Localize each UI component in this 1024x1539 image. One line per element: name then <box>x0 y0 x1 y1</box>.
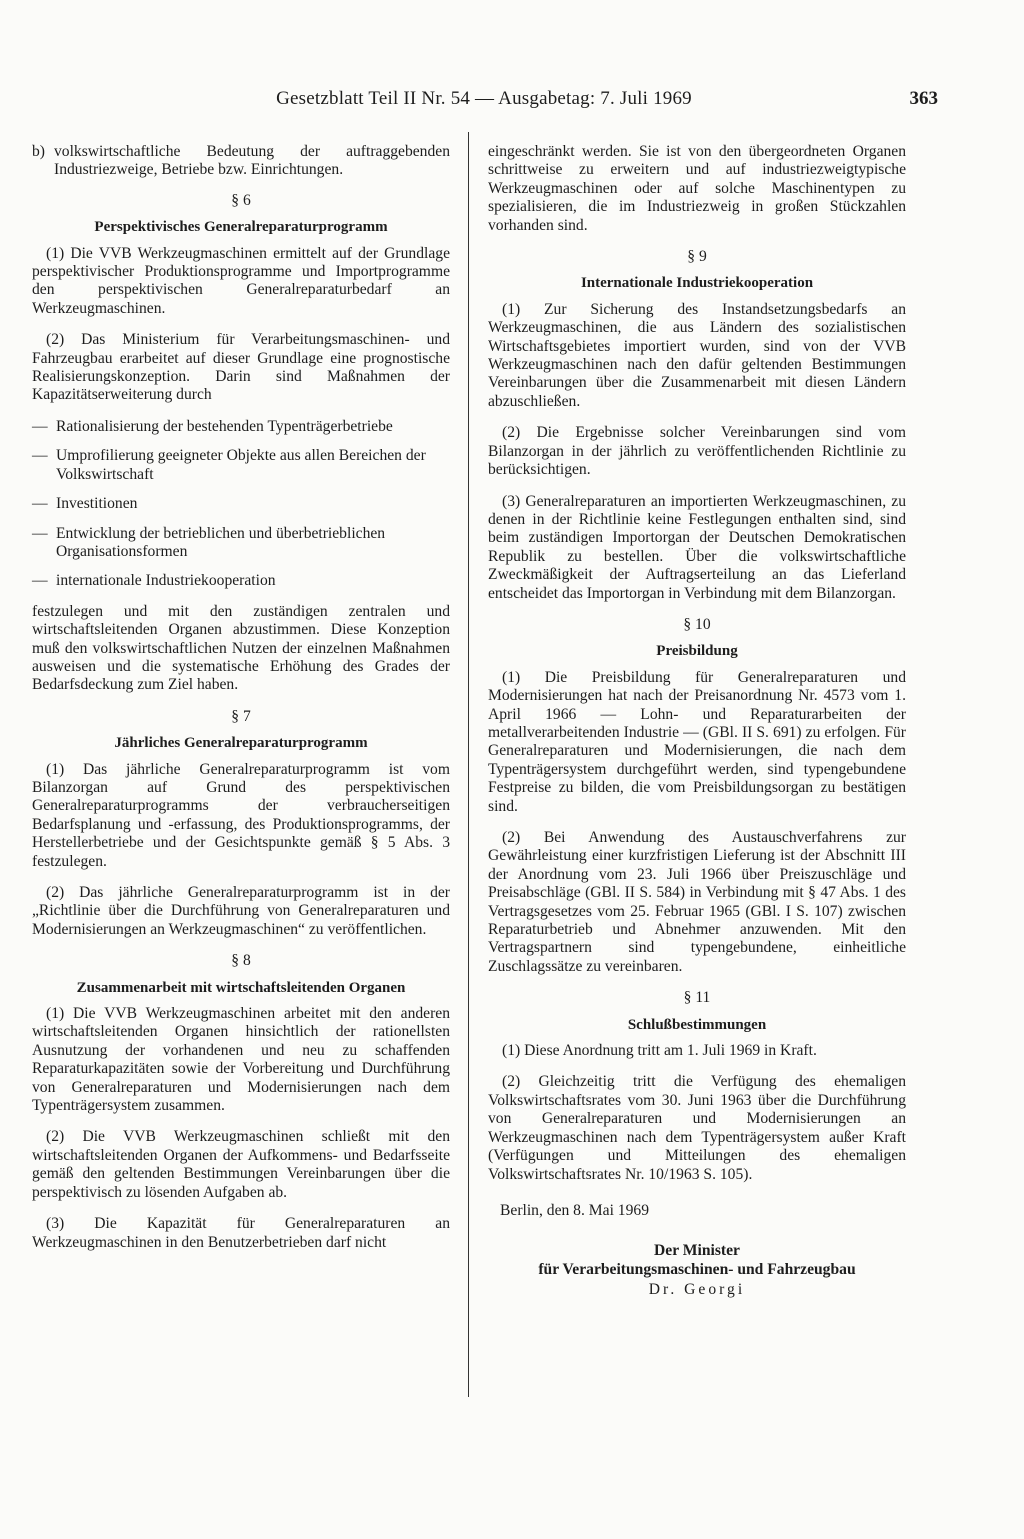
item-b-marker: b) <box>32 143 45 160</box>
section-6-heading <box>32 192 450 237</box>
section-number: § 6 <box>231 191 251 209</box>
left-column <box>32 143 450 1265</box>
item-b-text: volkswirtschaftliche Bedeutung der auftraggebenden Industriezweige, Betriebe bzw. Einrichtungen. <box>54 143 450 179</box>
right-column <box>488 143 906 1300</box>
place-date: Berlin, den 8. Mai 1969 <box>500 1201 649 1219</box>
section-title: Preisbildung <box>656 643 738 660</box>
dash-bullet: — <box>32 572 48 590</box>
list-item <box>32 525 450 562</box>
list-item-text: Investitionen <box>56 495 138 513</box>
section-title: Jährliches Generalreparaturprogramm <box>114 735 368 752</box>
section-7-heading <box>32 708 450 753</box>
list-item-text: Rationalisierung der bestehenden Typenträgerbetriebe <box>56 417 393 435</box>
list-item <box>32 495 450 513</box>
paragraph: (2) Die Ergebnisse solcher Vereinbarungen sind vom Bilanzorgan in der jährlich zu veröffentlichenden Richtlinie zu berücksichtigen. <box>488 424 906 479</box>
section-number: § 8 <box>231 952 251 970</box>
section-11-heading <box>488 989 906 1034</box>
list-item <box>32 572 450 590</box>
paragraph: (1) Das jährliche Generalreparaturprogramm ist vom Bilanzorgan auf Grund des perspektivischen Generalreparaturprogramms der verbraucherseitigen Bedarfsplanung und -erfassung, des Produktionsprogramms, der Herstellerbetriebe und der Gesichtspunkte gemäß § 5 Abs. 3 festzulegen. <box>32 760 450 870</box>
section-number: § 10 <box>683 615 711 633</box>
list-item-text: Entwicklung der betrieblichen und überbetrieblichen Organisationsformen <box>56 524 386 560</box>
signature-block <box>488 1242 906 1299</box>
section-title: Zusammenarbeit mit wirtschaftsleitenden Organen <box>76 979 406 996</box>
section-title: Perspektivisches Generalreparaturprogramm <box>94 219 388 236</box>
signature-name: Dr. Georgi <box>648 1281 746 1299</box>
paragraph: (1) Die VVB Werkzeugmaschinen arbeitet mit den anderen wirtschaftsleitenden Organen hinsichtlich der rationellsten Ausnutzung der vorhandenen und neu zu schaffenden Reparaturkapazitäten sowie der Vorbereitung und Durchführung von Generalreparaturen und Modernisierungen nach dem Typenträgersystem zusammen. <box>32 1005 450 1115</box>
column-divider <box>468 132 469 1397</box>
paragraph: eingeschränkt werden. Sie ist von den übergeordneten Organen schrittweise zu erweitern und auf industriezweigtypische Werkzeugmaschinen oder auf solche Maschinentypen zu spezialisieren, die im Industriezweig in großen Stückzahlen vorhanden sind. <box>488 143 906 234</box>
paragraph: (2) Das jährliche Generalreparaturprogramm ist in der „Richtlinie über die Durchführung von Generalreparaturen und Modernisierungen an Werkzeugmaschinen“ zu veröffentlichen. <box>32 884 450 938</box>
page-header <box>30 88 938 116</box>
section-number: § 11 <box>683 989 711 1007</box>
paragraph: (1) Die Preisbildung für Generalreparaturen und Modernisierungen hat nach der Preisanordnung Nr. 4573 vom 1. April 1966 — Lohn- und Reparaturarbeiten der metallverarbeitenden Industrie — (GBl. II S. 691) zu erfolgen. Für Generalreparaturen und Modernisierungen, die nach dem Typenträgersystem durchgeführt werden, sind typengebundene Festpreise zu bilden, die vom Preisbildungsorgan zu bestätigen sind. <box>488 668 906 815</box>
list-item <box>32 447 450 484</box>
paragraph: (2) Bei Anwendung des Austauschverfahrens zur Gewährleistung einer kurzfristigen Lieferung ist der Abschnitt III der Anordnung vom 23. Juli 1966 über Preiszuschläge und Preisabschläge (GBl. II S. 584) in Verbindung mit § 47 Abs. 1 des Vertragsgesetzes vom 25. Februar 1965 (GBl. I S. 107) zwischen Reparaturbetrieb und Abnehmer anzuwenden. Mit den Vertragspartnern sind typengebundene, einheitliche Zuschlagssätze zu vereinbaren. <box>488 829 906 975</box>
dash-bullet: — <box>32 524 48 542</box>
section-title: Schlußbestimmungen <box>627 1016 767 1033</box>
signature-title: Der Minister <box>654 1242 740 1260</box>
dash-bullet: — <box>32 417 48 435</box>
paragraph: (3) Generalreparaturen an importierten Werkzeugmaschinen, zu denen in der Richtlinie keine Festlegungen enthalten sind, sind beim zuständigen Importorgan der Deutschen Demokratischen Republik zu bestellen. Über die volkswirtschaftliche Zweckmäßigkeit der Auftragserteilung an das Lieferland entscheidet das Importorgan in Verbindung mit dem Bilanzorgan. <box>488 492 906 602</box>
paragraph: festzulegen und mit den zuständigen zentralen und wirtschaftsleitenden Organen abzustimmen. Diese Konzeption muß den volkswirtschaftlichen Nutzen der einzelnen Maßnahmen ausweisen und die systematische Erhöhung des Grades der Bedarfsdeckung zum Ziel haben. <box>32 602 450 694</box>
list-item <box>32 418 450 436</box>
paragraph: (1) Zur Sicherung des Instandsetzungsbedarfs an Werkzeugmaschinen, die aus Ländern des sozialistischen Wirtschaftsgebietes importiert wurden, sind von der VVB Werkzeugmaschinen nach den dafür geltenden Bestimmungen Vereinbarungen über die Zusammenarbeit mit diesen Ländern abzuschließen. <box>488 300 906 410</box>
paragraph: (2) Gleichzeitig tritt die Verfügung des ehemaligen Volkswirtschaftsrates vom 30. Juni 1963 über die Durchführung von Generalreparaturen und Modernisierungen an Werkzeugmaschinen nach dem Typenträgersystem außer Kraft (Verfügungen und Mitteilungen des ehemaligen Volkswirtschaftsrates Nr. 10/1963 S. 105). <box>488 1073 906 1183</box>
paragraph: (1) Diese Anordnung tritt am 1. Juli 1969 in Kraft. <box>502 1042 817 1060</box>
page-number: 363 <box>909 88 938 109</box>
dash-bullet: — <box>32 447 48 465</box>
dash-bullet: — <box>32 495 48 513</box>
section-10-heading <box>488 616 906 661</box>
paragraph: (3) Die Kapazität für Generalreparaturen an Werkzeugmaschinen in den Benutzerbetrieben darf nicht <box>32 1215 450 1251</box>
header-title: Gesetzblatt Teil II Nr. 54 — Ausgabetag: 7. Juli 1969 <box>276 88 692 109</box>
section-number: § 9 <box>687 248 707 266</box>
list-item-b <box>32 143 450 180</box>
signature-ministry: für Verarbeitungsmaschinen- und Fahrzeugbau <box>538 1260 856 1278</box>
paragraph: (2) Die VVB Werkzeugmaschinen schließt mit den wirtschaftsleitenden Organen der Aufkommens- und Bedarfsseite gemäß den geltenden Bestimmungen Vereinbarungen über die perspektivisch zu lösenden Aufgaben ab. <box>32 1128 450 1201</box>
list-item-text: Umprofilierung geeigneter Objekte aus allen Bereichen der Volkswirtschaft <box>56 447 426 483</box>
list-item-text: internationale Industriekooperation <box>56 572 276 590</box>
dash-list <box>32 418 450 591</box>
paragraph: (1) Die VVB Werkzeugmaschinen ermittelt auf der Grundlage perspektivischer Produktionsprogramme und Importprogramme den perspektivischen Generalreparaturbedarf an Werkzeugmaschinen. <box>32 244 450 317</box>
section-number: § 7 <box>231 707 251 725</box>
section-8-heading <box>32 952 450 997</box>
paragraph: (2) Das Ministerium für Verarbeitungsmaschinen- und Fahrzeugbau erarbeitet auf dieser Grundlage eine prognostische Realisierungskonzeption. Darin sind Maßnahmen der Kapazitätserweiterung durch <box>32 331 450 404</box>
section-title: Internationale Industriekooperation <box>580 275 814 292</box>
section-9-heading <box>488 248 906 293</box>
